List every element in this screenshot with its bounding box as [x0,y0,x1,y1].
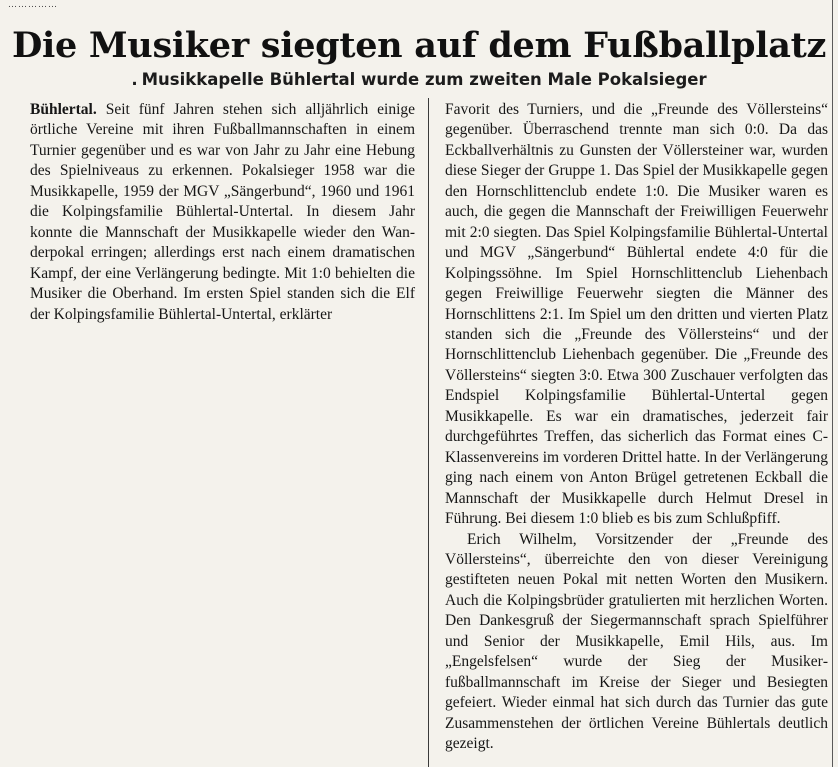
cut-off-previous-text: …………… [8,0,58,8]
subheadline-text: Musikkapelle Bühlertal wurde zum zweiten Male Pokalsieger [141,70,707,89]
column-divider [428,98,429,767]
subheadline [0,69,838,91]
paragraph [30,100,415,325]
paragraph: Erich Wilhelm, Vorsitzender der „Freunde des Völlersteins“, überreichte den von dieser Vereinigung gestifteten neuen Pokal mit netten Worten den Musikern. Auch die Kolpingsbrüder gratulierten mit herzlichen Worten. Den Dankesgruß der Siegermannschaft sprach Spielführer und Senior der Musikkapelle, Emil Hils, aus. Im „Engelsfelsen“ wurde der Sieg der Musikerfußballmannschaft im Kreise der Sieger und Besiegten gefeiert. Wieder einmal hat sich durch das Turnier das gute Zusammenstehen der örtlichen Vereine Bühlertals deutlich gezeigt. [445,530,828,753]
clipping-edge-line [832,0,833,767]
article-column-right [445,100,828,755]
paragraph: Favorit des Turniers, und die „Freunde des Völlersteins“ gegenüber. Überraschend trennte man sich 0:0. Da das Eckballverhältnis zu Gunsten der Völlersteiner war, wurden diese Sieger der Gruppe 1. Das Spiel der Musikkapelle gegen den Hornschlittenclub endete 1:0. Die Musiker waren es auch, die gegen die Mannschaft der Freiwilligen Feuerwehr mit 2:0 siegten. Das Spiel Kolpingsfamilie Bühlertal-Untertal und MGV „Sängerbund“ Bühlertal endete 4:0 für die Kolpingssöhne. Im Spiel Hornschlittenclub Liehenbach gegen Freiwillige Feuerwehr siegten die Männer des Hornschlittens 2:1. Im Spiel um den dritten und vierten Platz standen sich die „Freunde des Völlersteins“ und der Hornschlittenclub Liehenbach gegenüber. Die „Freunde des Völlersteins“ siegten 3:0. Etwa 300 Zuschauer verfolgten das Endspiel Kolpingsfamilie Bühlertal-Untertal gegen Musikkapelle. Es war ein dramatisches, jederzeit fair durchgeführtes Treffen, das sicherlich das Format eines C-Klassenvereins im vorderen Drittel hatte. In der Verlängerung ging nach einem von Anton Brügel getretenen Eckball die Mannschaft der Musikkapelle durch Helmut Dresel in Führung. Bei diesem 1:0 blieb es bis zum Schlußpfiff. [445,101,828,528]
article-column-left [30,100,415,325]
dateline: Bühlertal. [30,101,97,118]
bullet-dot-icon: . [131,70,138,89]
headline: Die Musiker siegten auf dem Fußballplatz [11,25,827,66]
paragraph-text: Seit fünf Jahren stehen sich alljährlich einige örtliche Vereine mit ihren Fußballmannschaften in einem Turnier gegenüber und es war von Jahr zu Jahr eine Hebung des Spielniveaus zu erkennen. Pokalsieger 1958 war die Musikkapelle, 1959 der MGV „Sängerbund“, 1960 und 1961 die Kolpingsfamilie Bühlertal-Untertal. In diesem Jahr konnte die Mannschaft der Musikkapelle wieder den Wanderpokal erringen; allerdings erst nach einem dramatischen Kampf, der eine Verlängerung bedingte. Mit 1:0 behielten die Musiker die Oberhand. Im ersten Spiel standen sich die Elf der Kolpingsfamilie Bühlertal-Untertal, erklärter [30,101,416,323]
